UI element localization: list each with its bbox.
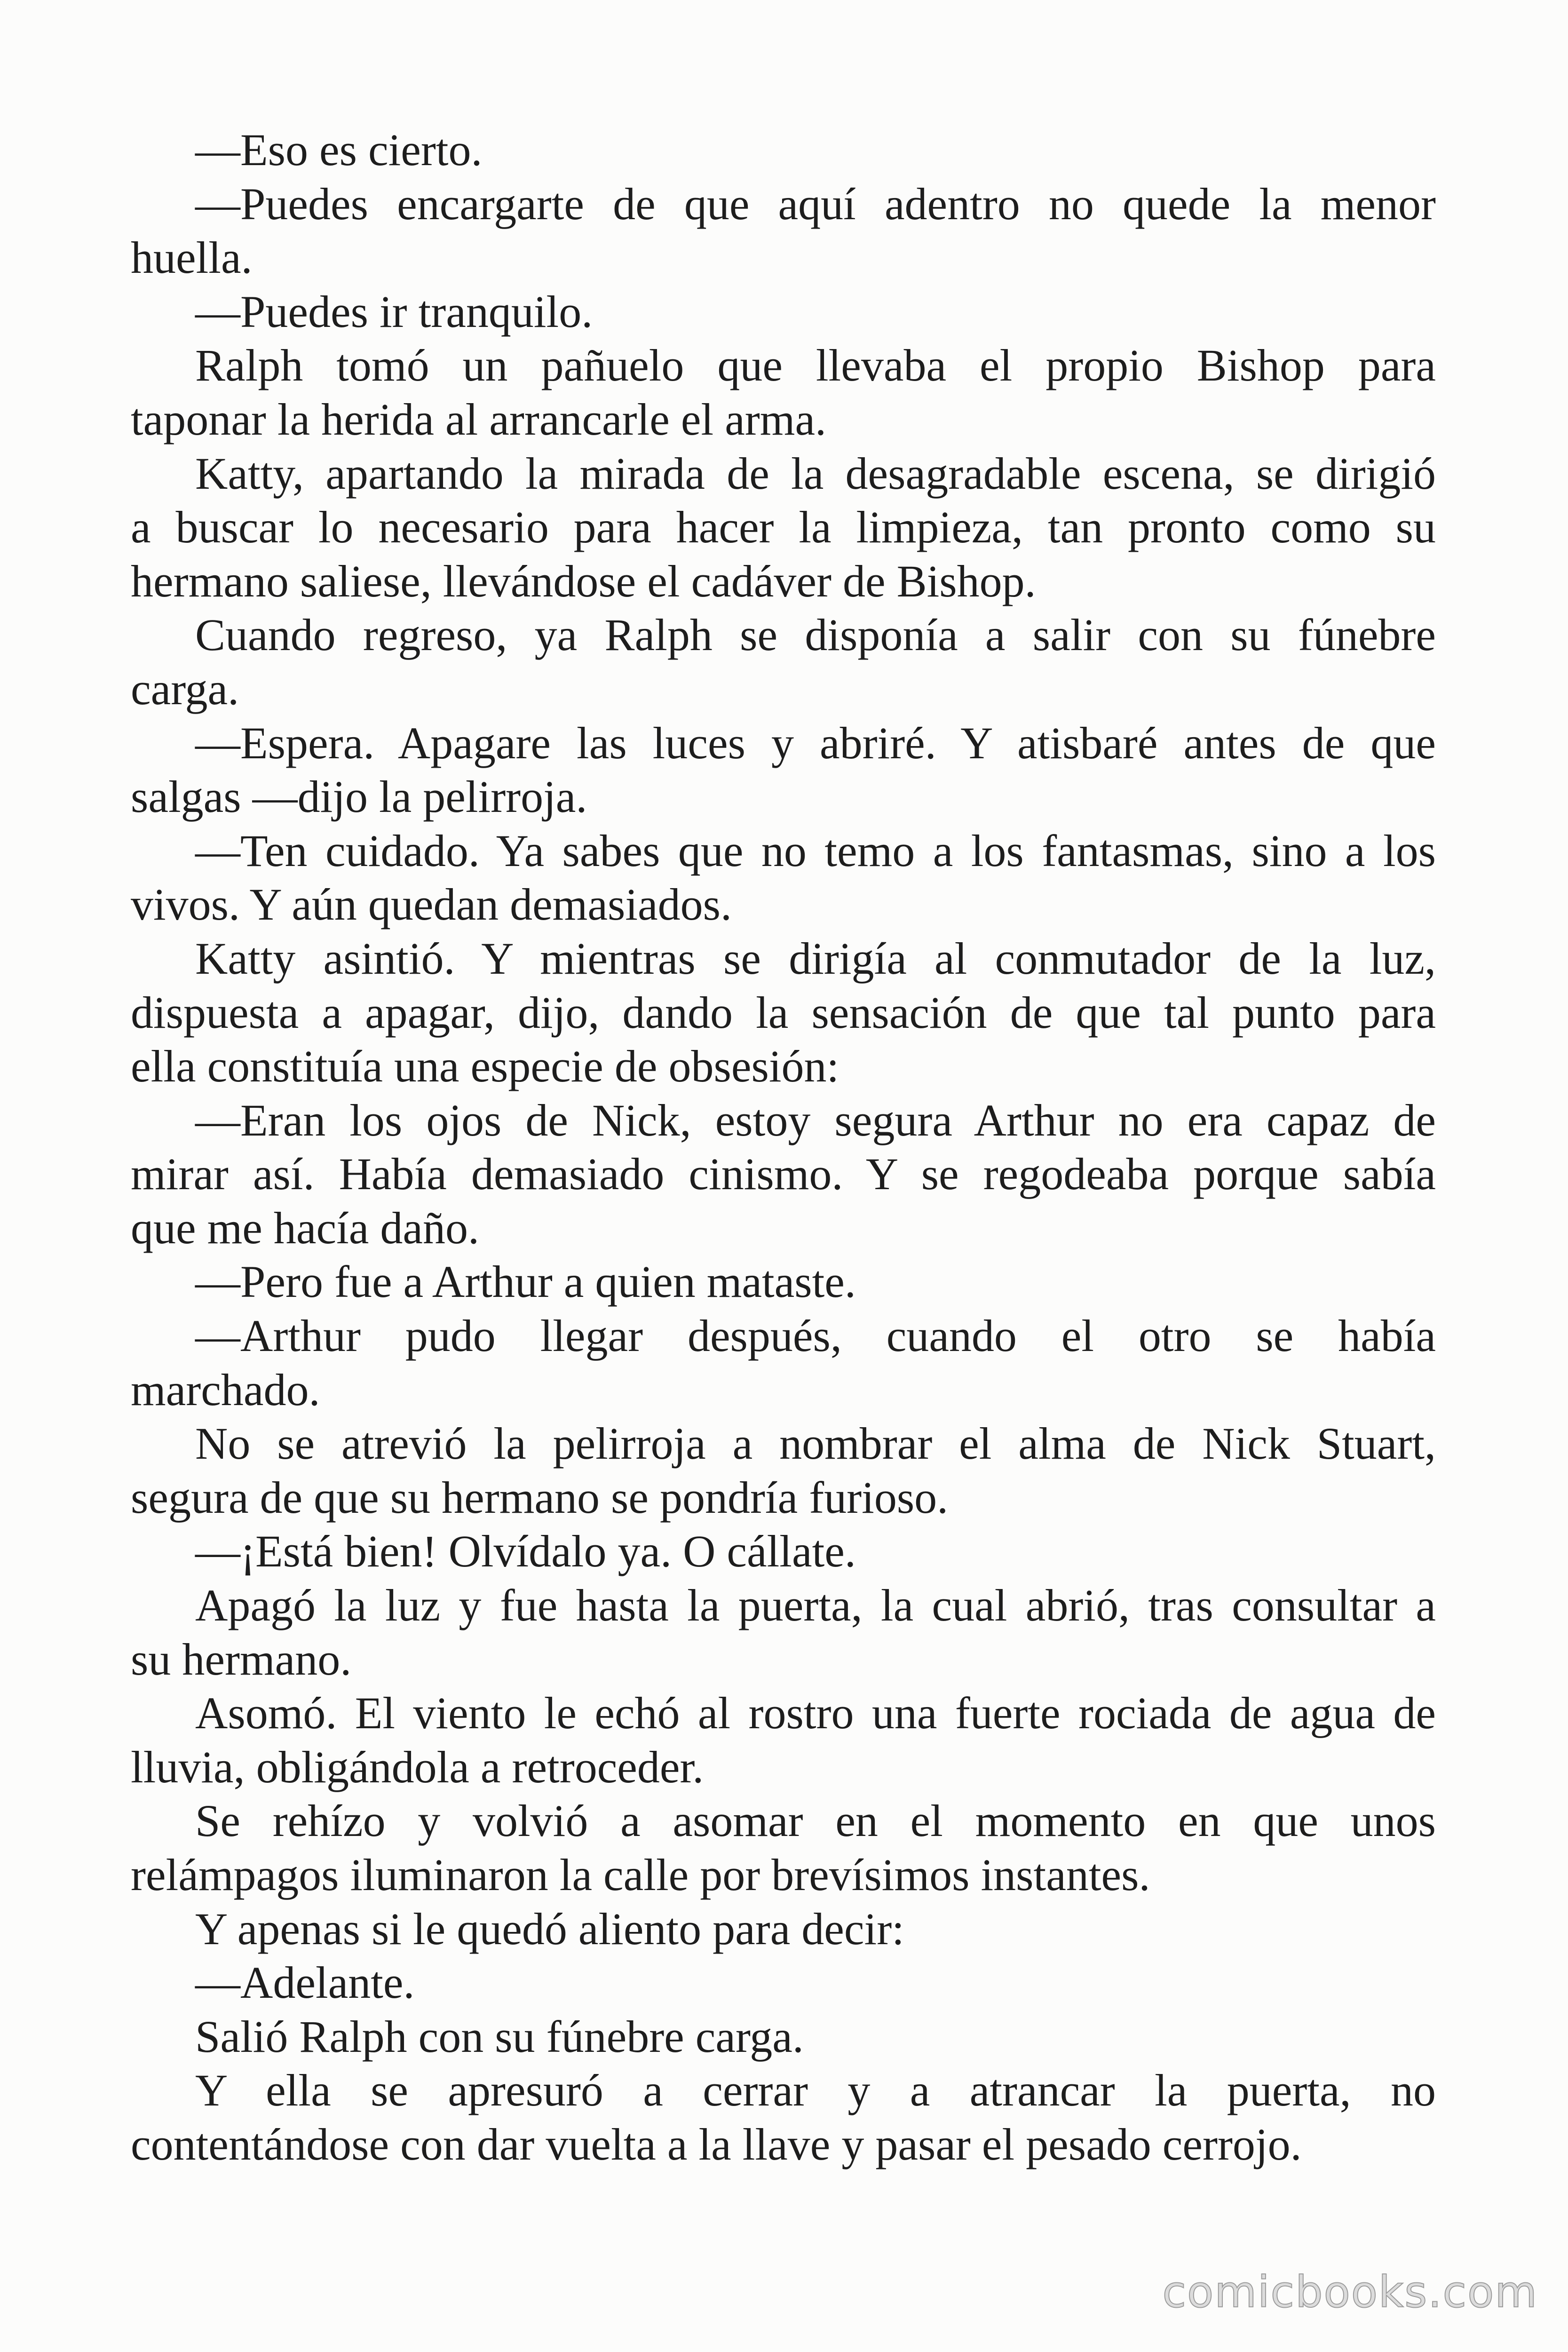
- text-line: taponar la herida al arrancarle el arma.: [131, 394, 827, 445]
- text-line: —Eran los ojos de Nick, estoy segura Arthur no era capaz de: [195, 1095, 1436, 1145]
- text-line: que me hacía daño.: [131, 1202, 479, 1253]
- text-line: —Pero fue a Arthur a quien mataste.: [195, 1256, 856, 1307]
- paragraph: [131, 1525, 1436, 1579]
- text-line: Y apenas si le quedó aliento para decir:: [195, 1903, 904, 1954]
- text-line: a buscar lo necesario para hacer la limpieza, tan pronto como su: [131, 502, 1436, 553]
- text-line: Katty asintió. Y mientras se dirigía al conmutador de la luz,: [195, 933, 1436, 984]
- text-line: Katty, apartando la mirada de la desagradable escena, se dirigió: [195, 448, 1436, 499]
- paragraph: [131, 1794, 1436, 1902]
- paragraph: [131, 1309, 1436, 1417]
- text-line: contentándose con dar vuelta a la llave y pasar el pesado cerrojo.: [131, 2119, 1302, 2169]
- paragraph: [131, 1255, 1436, 1309]
- text-line: —Arthur pudo llegar después, cuando el otro se había: [195, 1311, 1436, 1361]
- text-line: —Puedes ir tranquilo.: [195, 286, 593, 337]
- text-line: carga.: [131, 663, 239, 714]
- text-line: Se rehízo y volvió a asomar en el momento en que unos: [195, 1796, 1436, 1846]
- paragraph: [131, 1902, 1436, 1956]
- paragraph: [131, 447, 1436, 609]
- paragraph: [131, 2010, 1436, 2064]
- body-text: [131, 123, 1436, 2172]
- text-line: huella.: [131, 232, 253, 283]
- text-line: hermano saliese, llevándose el cadáver de Bishop.: [131, 556, 1036, 606]
- text-line: Salió Ralph con su fúnebre carga.: [195, 2011, 804, 2062]
- watermark: comicbooks.com: [1162, 2267, 1538, 2317]
- paragraph: [131, 932, 1436, 1094]
- text-line: vivos. Y aún quedan demasiados.: [131, 879, 732, 930]
- text-line: Y ella se apresuró a cerrar y a atrancar la puerta, no: [195, 2065, 1436, 2116]
- text-line: —¡Está bien! Olvídalo ya. O cállate.: [195, 1526, 856, 1577]
- text-line: Cuando regreso, ya Ralph se disponía a salir con su fúnebre: [195, 610, 1436, 660]
- paragraph: [131, 824, 1436, 932]
- paragraph: [131, 339, 1436, 446]
- paragraph: [131, 1686, 1436, 1794]
- text-line: Apagó la luz y fue hasta la puerta, la cual abrió, tras consultar a: [195, 1580, 1436, 1631]
- paragraph: [131, 608, 1436, 716]
- paragraph: [131, 1417, 1436, 1525]
- paragraph: [131, 285, 1436, 339]
- text-line: —Ten cuidado. Ya sabes que no temo a los fantasmas, sino a los: [195, 825, 1436, 876]
- paragraph: [131, 1094, 1436, 1255]
- text-line: —Espera. Apagare las luces y abriré. Y atisbaré antes de que: [195, 717, 1436, 768]
- text-line: dispuesta a apagar, dijo, dando la sensación de que tal punto para: [131, 987, 1436, 1038]
- text-line: relámpagos iluminaron la calle por brevísimos instantes.: [131, 1850, 1150, 1900]
- text-line: lluvia, obligándola a retroceder.: [131, 1741, 704, 1792]
- text-line: segura de que su hermano se pondría furioso.: [131, 1472, 949, 1523]
- text-line: —Puedes encargarte de que aquí adentro no quede la menor: [195, 178, 1436, 229]
- paragraph: [131, 716, 1436, 824]
- text-line: No se atrevió la pelirroja a nombrar el alma de Nick Stuart,: [195, 1418, 1436, 1469]
- text-line: marchado.: [131, 1364, 320, 1415]
- paragraph: [131, 2064, 1436, 2171]
- paragraph: [131, 177, 1436, 285]
- text-line: Asomó. El viento le echó al rostro una fuerte rociada de agua de: [195, 1688, 1436, 1739]
- text-line: Ralph tomó un pañuelo que llevaba el propio Bishop para: [195, 340, 1436, 391]
- text-line: ella constituía una especie de obsesión:: [131, 1041, 839, 1092]
- paragraph: [131, 1579, 1436, 1686]
- paragraph: [131, 1956, 1436, 2010]
- text-line: su hermano.: [131, 1634, 352, 1685]
- paragraph: [131, 123, 1436, 177]
- text-line: salgas —dijo la pelirroja.: [131, 771, 587, 822]
- text-line: —Eso es cierto.: [195, 125, 483, 175]
- text-line: mirar así. Había demasiado cinismo. Y se regodeaba porque sabía: [131, 1149, 1436, 1200]
- text-line: —Adelante.: [195, 1957, 415, 2008]
